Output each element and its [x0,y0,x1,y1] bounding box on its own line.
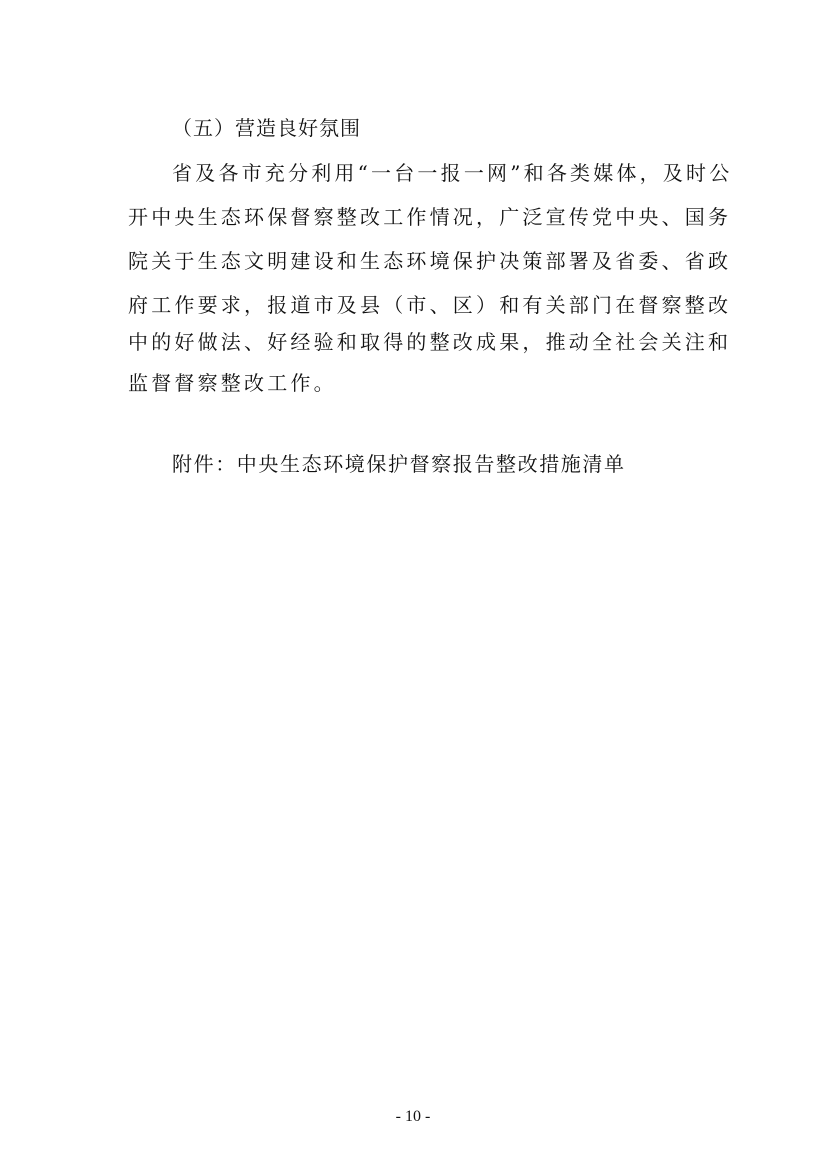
page-number: - 10 - [395,1108,431,1125]
paragraph-line-3: 院关于生态文明建设和生态环境保护决策部署及省委、省政 [128,249,732,273]
attachment-note: 附件：中央生态环境保护督察报告整改措施清单 [172,452,626,476]
section-heading: （五）营造良好氛围 [172,116,361,140]
paragraph-line-2: 开中央生态环保督察整改工作情况，广泛宣传党中央、国务 [128,205,732,229]
paragraph-line-6: 监督督察整改工作。 [128,371,337,395]
paragraph-line-4: 府工作要求，报道市及县（市、区）和有关部门在督察整改 [128,293,732,317]
paragraph-line-1: 省及各市充分利用“一台一报一网”和各类媒体，及时公 [172,161,733,185]
paragraph-line-5: 中的好做法、好经验和取得的整改成果，推动全社会关注和 [128,330,732,354]
